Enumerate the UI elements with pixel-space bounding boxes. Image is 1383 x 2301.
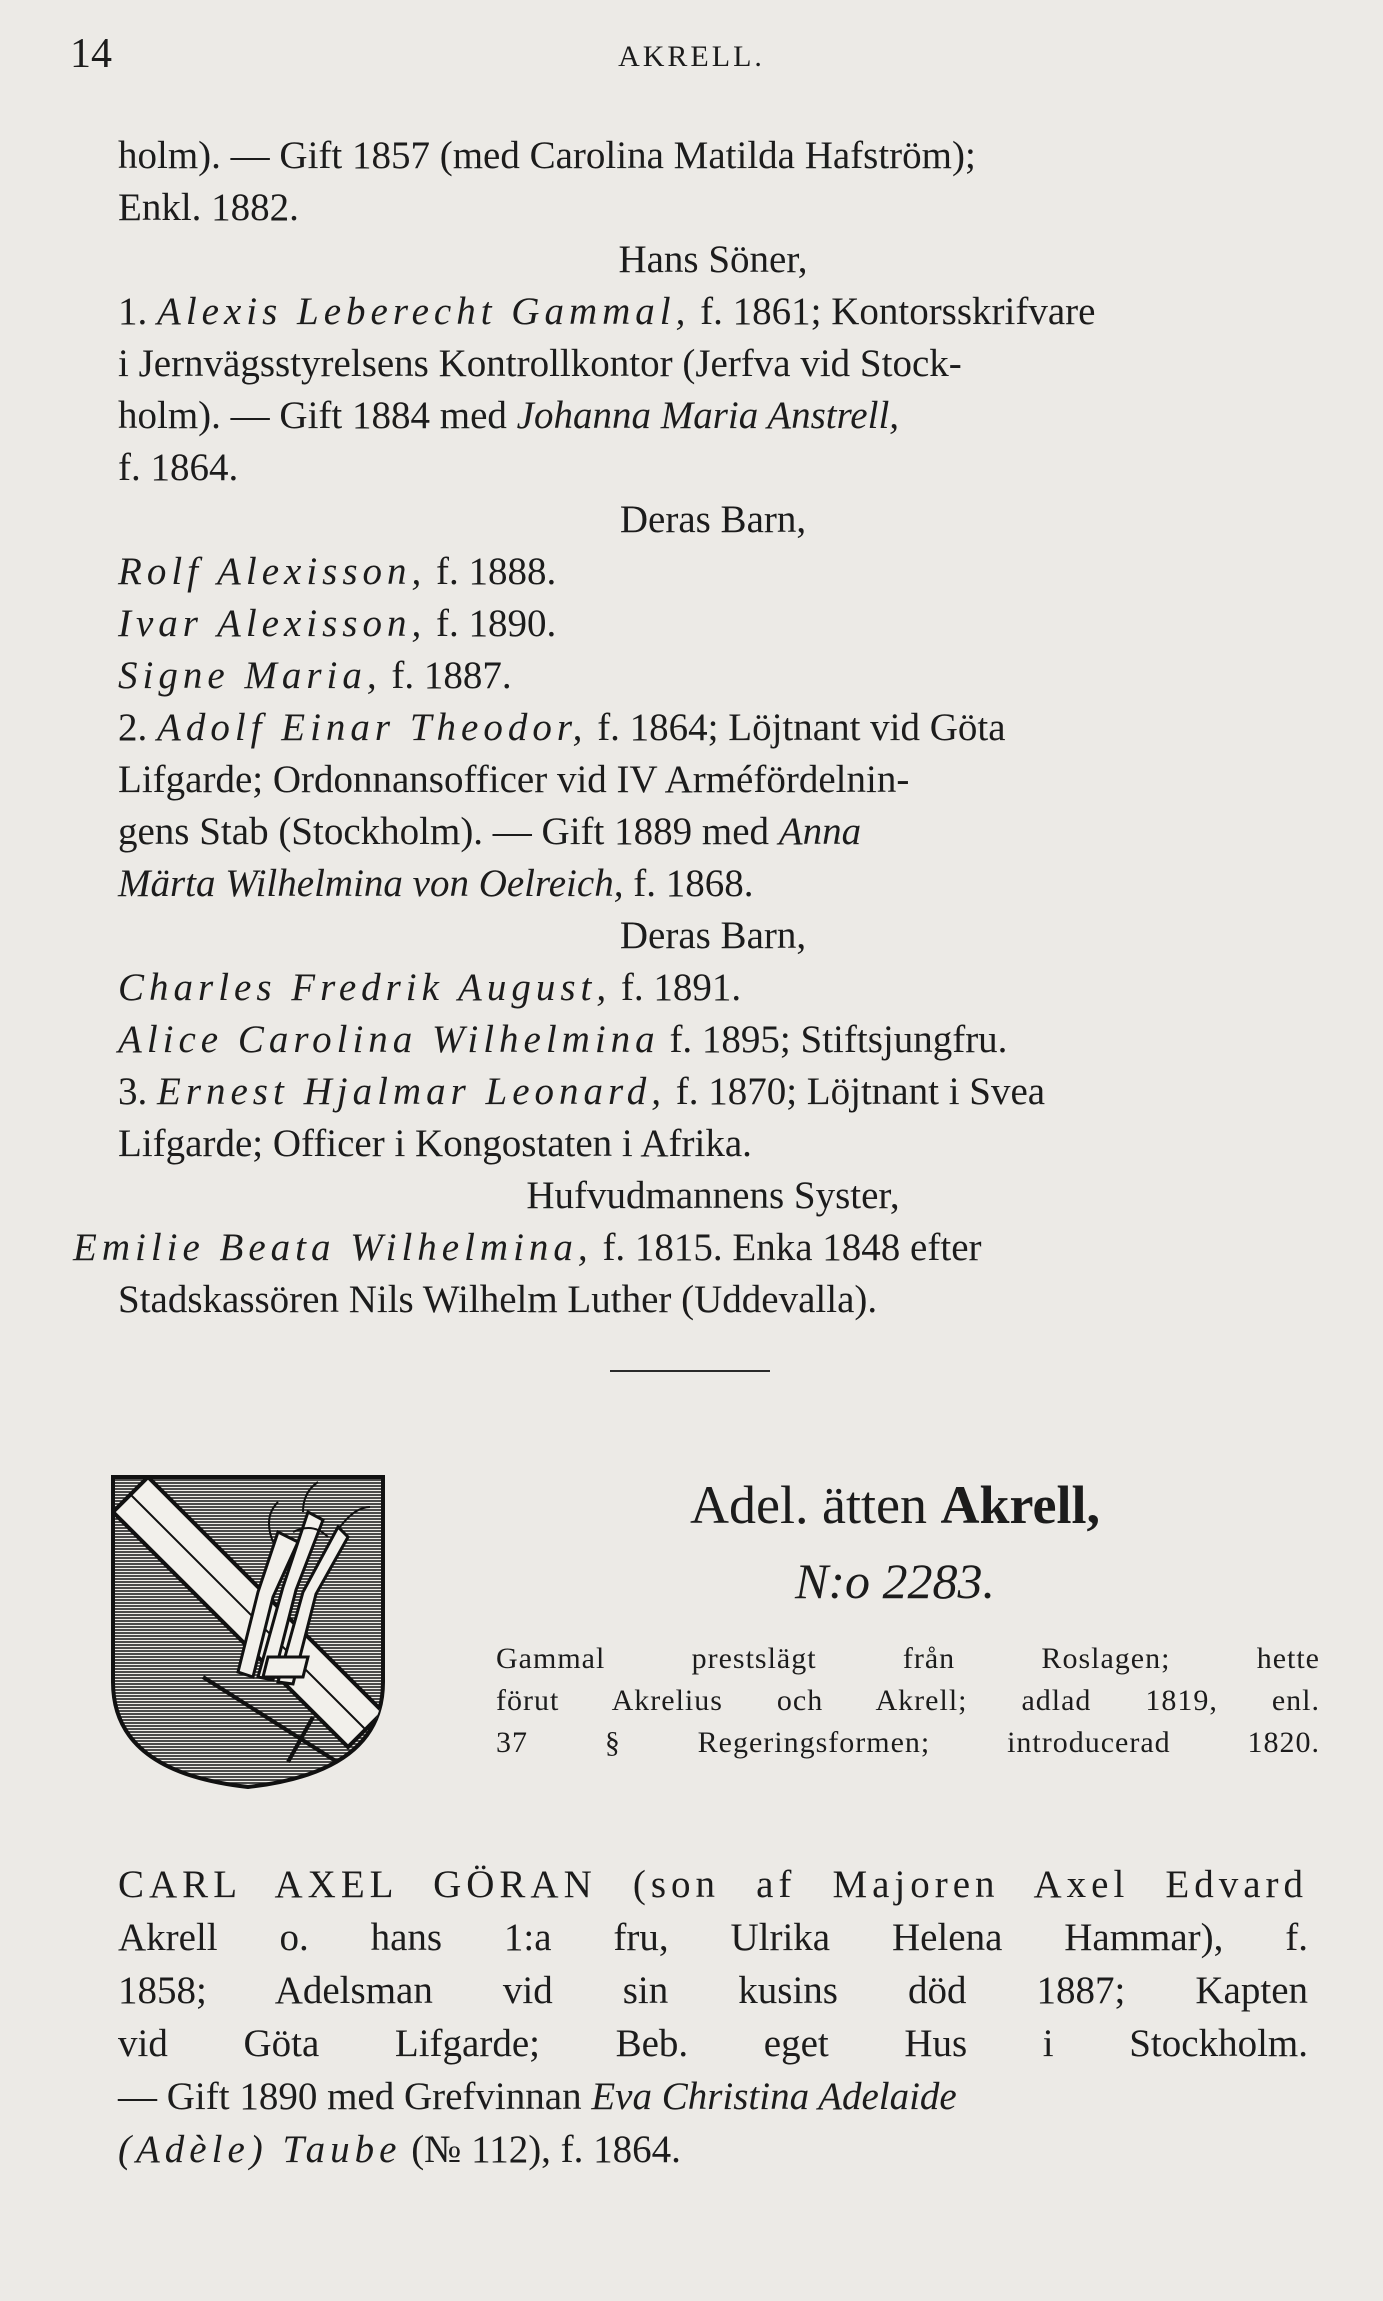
text-line: Lifgarde; Ordonnansofficer vid IV Arméfördelnin- — [118, 758, 910, 801]
text-line: Akrell o. hans 1:a fru, Ulrika Helena Hammar), f. — [118, 1916, 1308, 1959]
family-number: N:o 2283. — [795, 1553, 995, 1609]
person-name: Emilie Beata Wilhelmina, — [73, 1226, 593, 1269]
entry-detail: f. 1815. Enka 1848 efter — [592, 1226, 982, 1269]
description-line: förut Akrelius och Akrell; adlad 1819, enl. — [496, 1684, 1320, 1717]
entry-line — [118, 702, 1308, 754]
person-name: Anna — [778, 810, 862, 853]
entry-number: 3. — [118, 1070, 157, 1113]
description-line: 37 § Regeringsformen; introducerad 1820. — [496, 1726, 1320, 1759]
text-line: i Jernvägsstyrelsens Kontrollkontor (Jerfva vid Stock- — [118, 342, 962, 385]
entry-detail: f. 1895; Stiftsjungfru. — [659, 1018, 1008, 1061]
text-line: Enkl. 1882. — [118, 186, 299, 229]
section-heading: Hufvudmannens Syster, — [526, 1174, 900, 1217]
family-description — [470, 1638, 1320, 1764]
text-line — [118, 390, 1308, 442]
text-line — [118, 858, 1308, 910]
child-line — [118, 546, 1308, 598]
section-heading: Hans Söner, — [618, 238, 808, 281]
text-line: holm). — Gift 1857 (med Carolina Matilda Hafström); — [118, 134, 976, 177]
text-line: Stadskassören Nils Wilhelm Luther (Uddevalla). — [118, 1278, 878, 1321]
entry-detail: f. 1870; Löjtnant i Svea — [665, 1070, 1046, 1113]
text-line: f. 1864. — [118, 446, 239, 489]
person-name: Alexis Leberecht Gammal, — [157, 290, 691, 333]
person-name: (Adèle) Taube — [118, 2128, 402, 2171]
text-line: Lifgarde; Officer i Kongostaten i Afrika. — [118, 1122, 752, 1165]
page-number: 14 — [70, 31, 112, 77]
section-heading: Deras Barn, — [619, 498, 807, 541]
text-line — [118, 2123, 1308, 2176]
person-name: Eva Christina Adelaide — [591, 2075, 957, 2118]
entry-detail: gens Stab (Stockholm). — Gift 1889 med — [118, 810, 779, 853]
child-line — [118, 962, 1308, 1014]
entry-detail: f. 1887. — [381, 654, 512, 697]
entry-detail: — Gift 1890 med Grefvinnan — [118, 2075, 592, 2118]
family-title-prefix: Adel. ätten — [690, 1475, 941, 1535]
section-divider — [610, 1370, 770, 1372]
section-heading: Deras Barn, — [619, 914, 807, 957]
person-name: Märta Wilhelmina von Oelreich, — [118, 862, 624, 905]
genealogy-text-bottom — [118, 1858, 1308, 2176]
text-line: CARL AXEL GÖRAN (son af Majoren Axel Edvard — [118, 1863, 1308, 1906]
entry-detail: f. 1864; Löjtnant vid Göta — [587, 706, 1006, 749]
description-line: Gammal prestslägt från Roslagen; hette — [496, 1642, 1320, 1675]
page-header — [70, 30, 1313, 90]
entry-line — [73, 1222, 1308, 1274]
person-name: Ernest Hjalmar Leonard, — [157, 1070, 666, 1113]
running-head: AKRELL. — [618, 40, 765, 73]
entry-line — [118, 286, 1308, 338]
entry-detail: f. 1861; Kontorsskrifvare — [690, 290, 1096, 333]
genealogy-text-top — [73, 130, 1308, 1326]
arms-heading-block — [470, 1470, 1320, 1764]
entry-detail: f. 1888. — [426, 550, 557, 593]
entry-detail: f. 1868. — [623, 862, 754, 905]
text-line: 1858; Adelsman vid sin kusins död 1887; Kapten — [118, 1969, 1308, 2012]
family-name: Akrell, — [940, 1475, 1100, 1535]
person-name: Adolf Einar Theodor, — [157, 706, 588, 749]
person-name: Alice Carolina Wilhelmina — [118, 1018, 660, 1061]
entry-line — [118, 1066, 1308, 1118]
child-line — [118, 1014, 1308, 1066]
entry-detail: holm). — Gift 1884 med — [118, 394, 517, 437]
entry-detail: f. 1890. — [426, 602, 557, 645]
coat-of-arms-icon — [108, 1472, 388, 1792]
entry-detail: f. 1891. — [611, 966, 742, 1009]
entry-detail: (№ 112), f. 1864. — [401, 2128, 681, 2171]
entry-number: 1. — [118, 290, 157, 333]
family-title — [470, 1470, 1320, 1540]
entry-number: 2. — [118, 706, 157, 749]
child-line — [118, 650, 1308, 702]
person-name: Signe Maria, — [118, 654, 382, 697]
person-name: Charles Fredrik August, — [118, 966, 612, 1009]
text-line — [118, 2070, 1308, 2123]
person-name: Ivar Alexisson, — [118, 602, 427, 645]
person-name: Rolf Alexisson, — [118, 550, 427, 593]
text-line — [118, 806, 1308, 858]
person-name: Johanna Maria Anstrell, — [516, 394, 900, 437]
child-line — [118, 598, 1308, 650]
text-line: vid Göta Lifgarde; Beb. eget Hus i Stockholm. — [118, 2022, 1308, 2065]
